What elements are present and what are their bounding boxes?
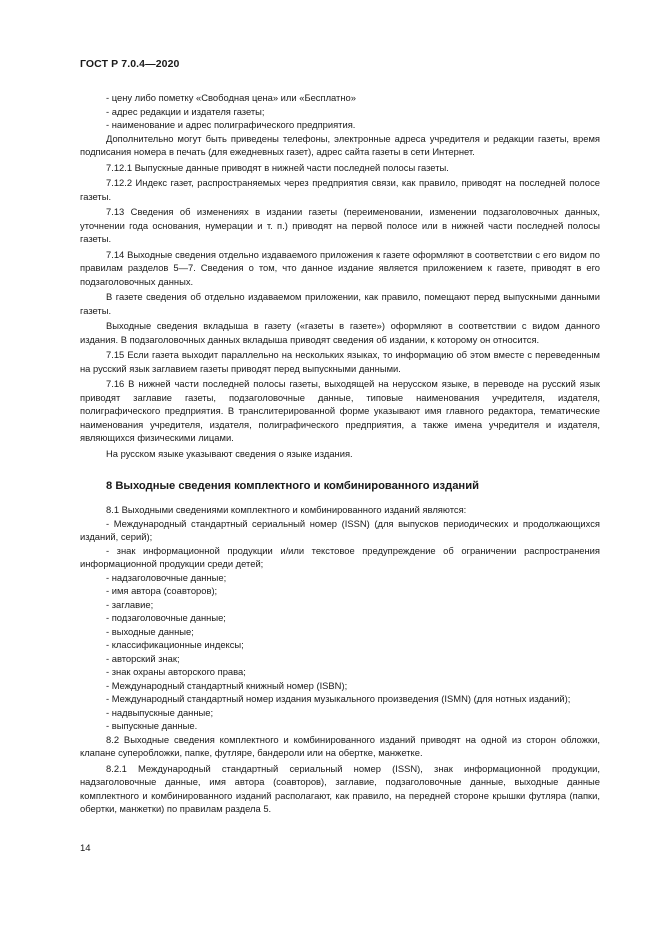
list-item: - Международный стандартный сериальный номер (ISSN) (для выпусков периодических и продолжающихся изданий, серий); xyxy=(80,517,600,542)
section-heading: 8 Выходные сведения комплектного и комбинированного изданий xyxy=(106,480,479,492)
paragraph: В газете сведения об отдельно издаваемом приложении, как правило, помещают перед выпускными данными газеты. xyxy=(80,291,600,316)
list-item: - авторский знак; xyxy=(106,652,180,664)
list-item: - наименование и адрес полиграфического предприятия. xyxy=(106,119,356,130)
document-body xyxy=(80,91,600,816)
list-item: - адрес редакции и издателя газеты; xyxy=(106,105,265,117)
list-item: - классификационные индексы; xyxy=(106,639,244,650)
list-item: - Международный стандартный номер издания музыкального произведения (ISMN) (для нотных изданий); xyxy=(106,693,571,704)
list-item: - знак информационной продукции и/или текстовое предупреждение об ограничении распространения информационной продукции среди детей; xyxy=(80,544,600,569)
paragraph-7-12-1: 7.12.1 Выпускные данные приводят в нижней части последней полосы газеты. xyxy=(106,161,449,173)
paragraph-8-1: 8.1 Выходными сведениями комплектного и комбинированного изданий являются: xyxy=(106,504,467,515)
paragraph: Выходные сведения вкладыша в газету («газеты в газете») оформляют в соответствии с видом данного издания. В подзаголовочных данных вкладыша приводят сведения об издании, к которому он относится. xyxy=(80,320,600,345)
list-item: - имя автора (соавторов); xyxy=(106,585,218,596)
paragraph-8-2: 8.2 Выходные сведения комплектного и комбинированного изданий приводят на одной из сторон обложки, клапане суперобложки, папке, футляре, бандероли или на обертке, манжетке. xyxy=(80,733,600,758)
list-item: - заглавие; xyxy=(106,598,154,610)
list-item: - цену либо пометку «Свободная цена» или «Бесплатно» xyxy=(106,92,356,103)
paragraph: Дополнительно могут быть приведены телефоны, электронные адреса учредителя и редакции газеты, время подписания номера в печать (для ежедневных газет), адрес сайта газеты в сети Интернет. xyxy=(80,132,600,157)
list-item: - выходные данные; xyxy=(106,625,194,637)
page-number: 14 xyxy=(80,843,91,854)
list-item: - Международный стандартный книжный номер (ISBN); xyxy=(106,679,348,691)
paragraph-7-16: 7.16 В нижней части последней полосы газеты, выходящей на нерусском языке, в переводе на русский язык приводят заглавие газеты, подзаголовочные данные, типовые наименования учредителя, издателя, полиграфического предприятия. В транслитерированной форме указывают имя главного редактора, тематические наименования учредителя, издателя, полиграфического предприятия, а также имена учредителя и издателя, являющихся физическими лицами. xyxy=(80,378,600,443)
paragraph-7-12-2: 7.12.2 Индекс газет, распространяемых через предприятия связи, как правило, приводят на последней полосе газеты. xyxy=(80,177,600,202)
paragraph-8-2-1: 8.2.1 Международный стандартный сериальный номер (ISSN), знак информационной продукции, надзаголовочные данные, имя автора (соавторов), заглавие, подзаголовочные данные, выходные данные комплектного и комбинированного изданий располагают, как правило, на передней стороне крышки футляра (папки, обертки, манжетки) по правилам раздела 5. xyxy=(80,762,600,814)
list-item: - знак охраны авторского права; xyxy=(106,666,246,677)
paragraph-7-13: 7.13 Сведения об изменениях в издании газеты (переименовании, изменении подзаголовочных данных, уточнении года основания, нумерации и т. п.) приводят на первой полосе или в нижней части последней полосы газеты. xyxy=(80,206,600,244)
paragraph: На русском языке указывают сведения о языке издания. xyxy=(106,447,353,459)
list-item: - надвыпускные данные; xyxy=(106,706,214,718)
list-item: - подзаголовочные данные; xyxy=(106,612,226,623)
list-item: - выпускные данные. xyxy=(106,720,198,731)
paragraph-7-15: 7.15 Если газета выходит параллельно на нескольких языках, то информацию об этом вместе с переведенным на русский язык заглавием газеты приводят перед выпускными данными. xyxy=(80,349,600,374)
list-item: - надзаголовочные данные; xyxy=(106,571,227,583)
paragraph-7-14: 7.14 Выходные сведения отдельно издаваемого приложения к газете оформляют в соответствии с его видом по правилам разделов 5—7. Сведения о том, что данное издание является приложением к газете, приводят в его подзаголовочных данных. xyxy=(80,248,600,287)
document-code-header: ГОСТ Р 7.0.4—2020 xyxy=(80,58,180,70)
